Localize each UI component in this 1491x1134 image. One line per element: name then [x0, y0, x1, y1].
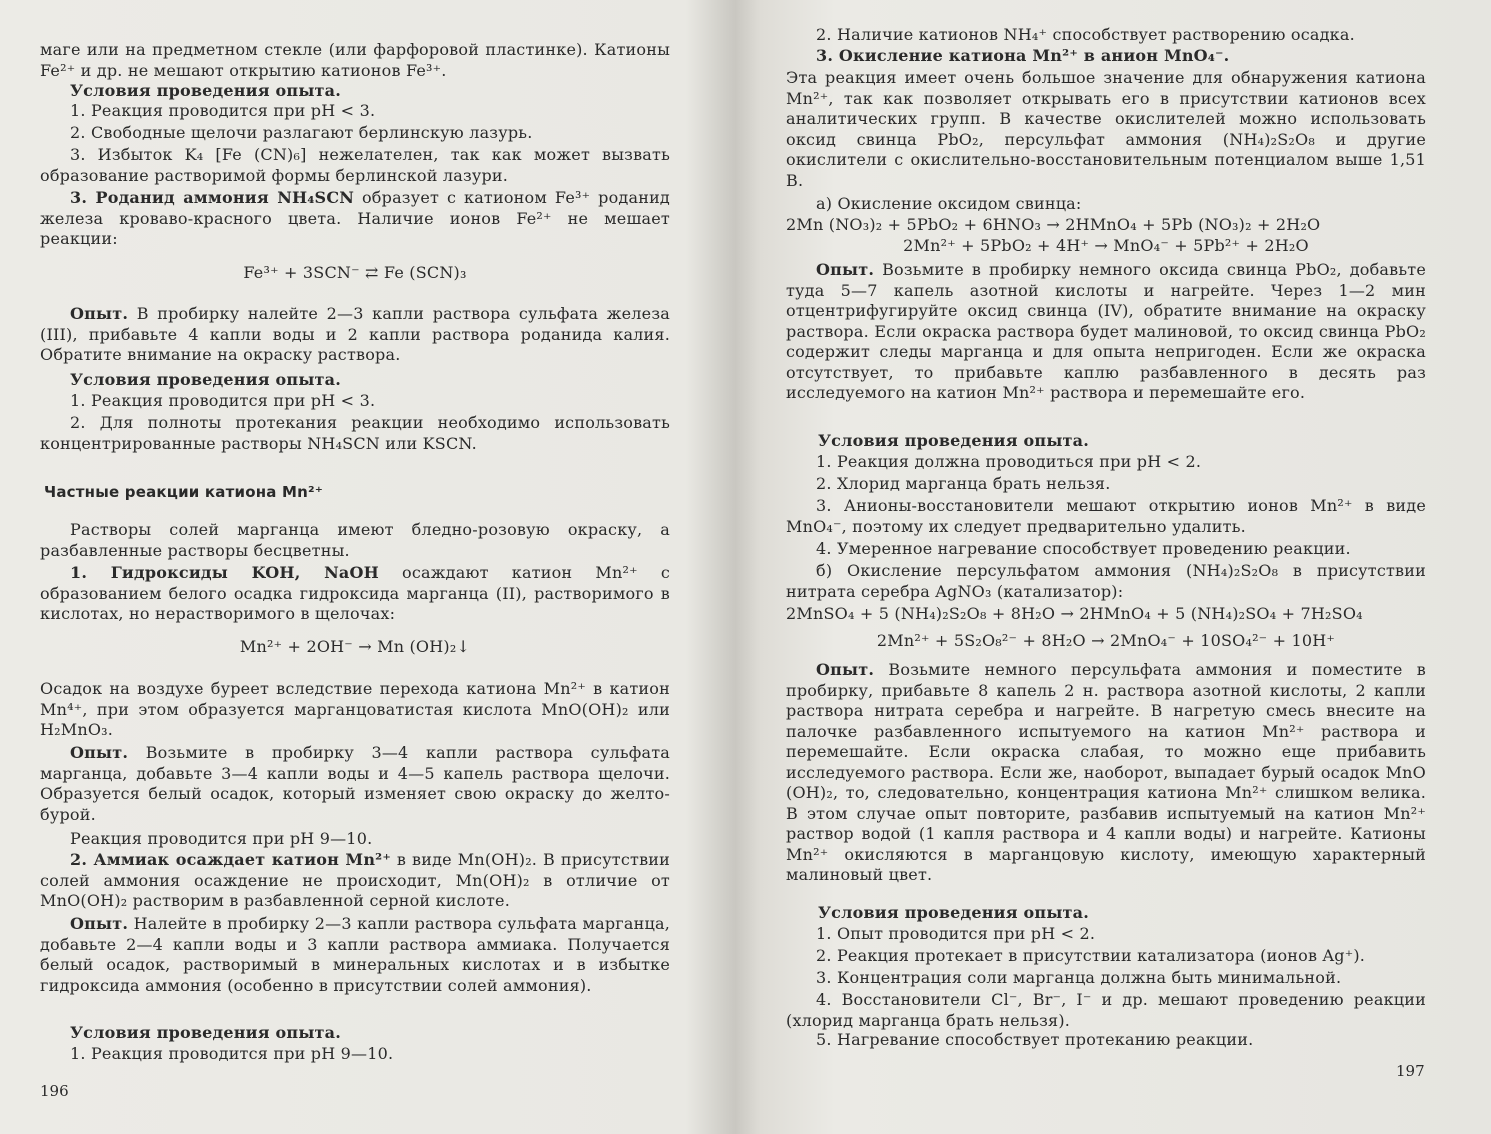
- experiment-label: Опыт.: [816, 260, 875, 279]
- paragraph: Эта реакция имеет очень большое значение для обнаружения катиона Mn²⁺, так как позволяет открывать его в присутствии катионов всех аналитических групп. В качестве окислителей можно использовать оксид свинца PbO₂, персульфат аммония (NH₄)₂S₂O₈ и другие окислители с окислительно-восстановительным потенциалом выше 1,51 В.: [786, 68, 1426, 190]
- conditions-heading: Условия проведения опыта.: [818, 903, 1090, 922]
- experiment-paragraph: [40, 304, 670, 366]
- equation: 2Mn (NO₃)₂ + 5PbO₂ + 6HNO₃ → 2HMnO₄ + 5Pb (NO₃)₂ + 2H₂O: [786, 215, 1321, 234]
- experiment-text: Возьмите в пробирку 3—4 капли раствора сульфата марганца, добавьте 3—4 капли воды и 4—5 капель раствора щелочи. Образуется белый осадок, который изменяет свою окраску до желто-бурой.: [40, 743, 670, 824]
- reaction-paragraph: [40, 188, 670, 250]
- experiment-label: Опыт.: [816, 660, 875, 679]
- experiment-label: Опыт.: [70, 743, 129, 762]
- condition-item: 3. Анионы-восстановители мешают открытию ионов Mn²⁺ в виде MnO₄⁻, поэтому их следует предварительно удалить.: [786, 496, 1426, 536]
- experiment-text: Возьмите в пробирку немного оксида свинца PbO₂, добавьте туда 5—7 капель азотной кислоты и нагрейте. Через 1—2 мин отцентрифугируйте оксид свинца (IV), обратите внимание на окраску раствора. Если окраска раствора будет малиновой, то оксид свинца PbO₂ содержит следы марганца и для опыта непригоден. Если же окраска отсутствует, то прибавьте каплю разбавленного в десять раз исследуемого на катион Mn²⁺ раствора и перемешайте его.: [786, 260, 1426, 402]
- equation: 2Mn²⁺ + 5S₂O₈²⁻ + 8H₂O → 2MnO₄⁻ + 10SO₄²⁻ + 10H⁺: [876, 631, 1336, 650]
- condition-item: 2. Свободные щелочи разлагают берлинскую лазурь.: [70, 123, 533, 142]
- experiment-paragraph: [786, 660, 1426, 886]
- subsection-title: а) Окисление оксидом свинца:: [816, 194, 1082, 213]
- condition-item: 2. Наличие катионов NH₄⁺ способствует растворению осадка.: [816, 25, 1355, 44]
- right-page: [746, 0, 1491, 1134]
- experiment-paragraph: [40, 743, 670, 825]
- reaction-text: осаждают катион Mn²⁺ с образованием белого осадка гидроксида марганца (II), растворимого в кислотах, но нерастворимого в щелочах:: [40, 563, 671, 623]
- equation: 2Mn²⁺ + 5PbO₂ + 4H⁺ → MnO₄⁻ + 5Pb²⁺ + 2H₂O: [903, 236, 1309, 255]
- condition-item: 1. Реакция должна проводиться при pH < 2.: [816, 452, 1202, 471]
- condition-item: 5. Нагревание способствует протеканию реакции.: [816, 1030, 1254, 1049]
- equation: Mn²⁺ + 2OH⁻ → Mn (OH)₂↓: [239, 637, 471, 656]
- condition-item: 3. Концентрация соли марганца должна быть минимальной.: [816, 968, 1342, 987]
- subsection-title: б) Окисление персульфатом аммония (NH₄)₂S₂O₈ в присутствии нитрата серебра AgNO₃ (катализатор):: [786, 561, 1426, 601]
- section-heading: Частные реакции катиона Mn²⁺: [44, 483, 323, 501]
- conditions-heading: Условия проведения опыта.: [70, 1023, 342, 1042]
- reaction-title: 2. Аммиак осаждает катион Mn²⁺: [70, 850, 392, 869]
- reaction-text: в виде Mn(OH)₂. В присутствии солей аммония осаждение не происходит, Mn(OH)₂ в отличие от MnO(OH)₂ растворим в разбавленной серной кислоте.: [40, 850, 671, 910]
- condition-item: 2. Реакция протекает в присутствии катализатора (ионов Ag⁺).: [816, 946, 1366, 965]
- conditions-heading: Условия проведения опыта.: [70, 81, 342, 100]
- condition-item: 2. Хлорид марганца брать нельзя.: [816, 474, 1111, 493]
- experiment-paragraph: [40, 914, 670, 996]
- experiment-text: Налейте в пробирку 2—3 капли раствора сульфата марганца, добавьте 2—4 капли воды и 3 капли раствора аммиака. Получается белый осадок, растворимый в минеральных кислотах и в избытке гидроксида аммония (особенно в присутствии солей аммония).: [40, 914, 670, 995]
- reaction-title: 3. Роданид аммония NH₄SCN: [70, 188, 355, 207]
- experiment-label: Опыт.: [70, 304, 129, 323]
- reaction-paragraph: [40, 563, 670, 625]
- condition-item: 1. Реакция проводится при pH < 3.: [70, 391, 376, 410]
- paragraph: маге или на предметном стекле (или фарфоровой пластинке). Катионы Fe²⁺ и др. не мешают открытию катионов Fe³⁺.: [40, 40, 670, 80]
- condition-item: 1. Опыт проводится при pH < 2.: [816, 924, 1096, 943]
- condition-item: 1. Реакция проводится при pH 9—10.: [70, 1044, 394, 1063]
- experiment-label: Опыт.: [70, 914, 129, 933]
- experiment-text: Возьмите немного персульфата аммония и поместите в пробирку, прибавьте 8 капель 2 н. раствора азотной кислоты, 2 капли раствора нитрата серебра и нагрейте. В нагретую смесь внесите на палочке разбавленного испытуемого на катион Mn²⁺ раствора и перемешайте. Если окраска слабая, то можно еще прибавить исследуемого раствора. Если же, наоборот, выпадает бурый осадок MnO (OH)₂, то, следовательно, концентрация катиона Mn²⁺ слишком велика. В этом случае опыт повторите, разбавив испытуемый на катион Mn²⁺ раствор водой (1 капля раствора и 4 капли воды) и нагрейте. Катионы Mn²⁺ окисляются в марганцовую кислоту, имеющую характерный малиновый цвет.: [786, 660, 1426, 884]
- condition-item: 2. Для полноты протекания реакции необходимо использовать концентрированные растворы NH₄SCN или KSCN.: [40, 413, 670, 453]
- condition-item: 4. Умеренное нагревание способствует проведению реакции.: [816, 539, 1351, 558]
- condition-item: 1. Реакция проводится при pH < 3.: [70, 101, 376, 120]
- paragraph: Осадок на воздухе буреет вследствие перехода катиона Mn²⁺ в катион Mn⁴⁺, при этом образуется марганцоватистая кислота MnO(OH)₂ или H₂MnO₃.: [40, 679, 670, 739]
- conditions-heading: Условия проведения опыта.: [818, 431, 1090, 450]
- conditions-heading: Условия проведения опыта.: [70, 370, 342, 389]
- reaction-text: образует с катионом Fe³⁺ роданид железа кроваво-красного цвета. Наличие ионов Fe²⁺ не мешает реакции:: [40, 188, 670, 248]
- equation: Fe³⁺ + 3SCN⁻ ⇄ Fe (SCN)₃: [243, 263, 467, 282]
- reaction-paragraph: [40, 850, 670, 912]
- paragraph: Растворы солей марганца имеют бледно-розовую окраску, а разбавленные растворы бесцветны.: [40, 520, 670, 560]
- page-number: 197: [1396, 1062, 1425, 1080]
- experiment-text: В пробирку налейте 2—3 капли раствора сульфата железа (III), прибавьте 4 капли воды и 2 капли раствора роданида калия. Обратите внимание на окраску раствора.: [40, 304, 670, 364]
- page-number: 196: [40, 1082, 69, 1100]
- condition-item: 4. Восстановители Cl⁻, Br⁻, I⁻ и др. мешают проведению реакции (хлорид марганца брать нельзя).: [786, 990, 1426, 1030]
- experiment-paragraph: [786, 260, 1426, 404]
- reaction-title: 1. Гидроксиды KOH, NaOH: [70, 563, 379, 582]
- condition-item: 3. Избыток K₄ [Fe (CN)₆] нежелателен, так как может вызвать образование растворимой формы берлинской лазури.: [40, 145, 670, 185]
- left-page: [0, 0, 745, 1134]
- paragraph: Реакция проводится при pH 9—10.: [70, 829, 373, 848]
- equation: 2MnSO₄ + 5 (NH₄)₂S₂O₈ + 8H₂O → 2HMnO₄ + 5 (NH₄)₂SO₄ + 7H₂SO₄: [786, 604, 1363, 623]
- reaction-title: 3. Окисление катиона Mn²⁺ в анион MnO₄⁻.: [816, 46, 1230, 65]
